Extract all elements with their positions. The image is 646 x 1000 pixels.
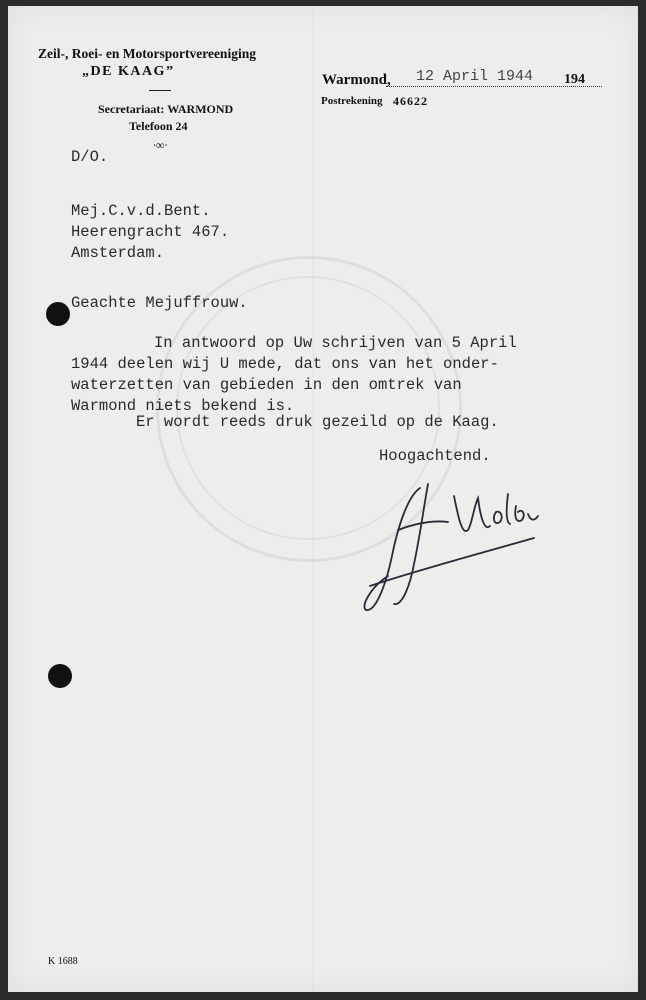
ornament: ∙∞∙ bbox=[153, 138, 168, 152]
printed-year: 194 bbox=[564, 72, 585, 87]
signature bbox=[358, 466, 548, 626]
club-short-name: „DE KAAG” bbox=[82, 64, 175, 79]
salutation: Geachte Mejuffrouw. bbox=[71, 294, 248, 312]
body-line: Er wordt reeds druk gezeild op de Kaag. bbox=[136, 413, 499, 431]
postrekening-label: Postrekening bbox=[321, 95, 383, 107]
punch-hole-bottom bbox=[48, 664, 72, 688]
reference: D/O. bbox=[71, 148, 109, 166]
phone-number: Telefoon 24 bbox=[129, 119, 188, 133]
letter-sheet bbox=[8, 6, 638, 992]
closing: Hoogachtend. bbox=[379, 447, 491, 465]
letter-date: 12 April 1944 bbox=[416, 68, 534, 85]
body-line: Warmond niets bekend is. bbox=[71, 397, 295, 415]
place-label: Warmond, bbox=[322, 72, 391, 88]
catalog-number: K 1688 bbox=[48, 956, 78, 967]
secretariat: Secretariaat: WARMOND bbox=[98, 102, 234, 116]
body-line: In antwoord op Uw schrijven van 5 April bbox=[154, 334, 517, 352]
postrekening-number: 46622 bbox=[393, 94, 428, 108]
recipient-line: Mej.C.v.d.Bent. bbox=[71, 202, 211, 220]
punch-hole-top bbox=[46, 302, 70, 326]
body-line: 1944 deelen wij U mede, dat ons van het onder- bbox=[71, 355, 499, 373]
recipient-line: Heerengracht 467. bbox=[71, 223, 230, 241]
letterhead-rule bbox=[149, 90, 171, 91]
club-name: Zeil-, Roei- en Motorsportvereeniging bbox=[38, 46, 256, 61]
body-line: waterzetten van gebieden in den omtrek van bbox=[71, 376, 462, 394]
recipient-line: Amsterdam. bbox=[71, 244, 165, 262]
